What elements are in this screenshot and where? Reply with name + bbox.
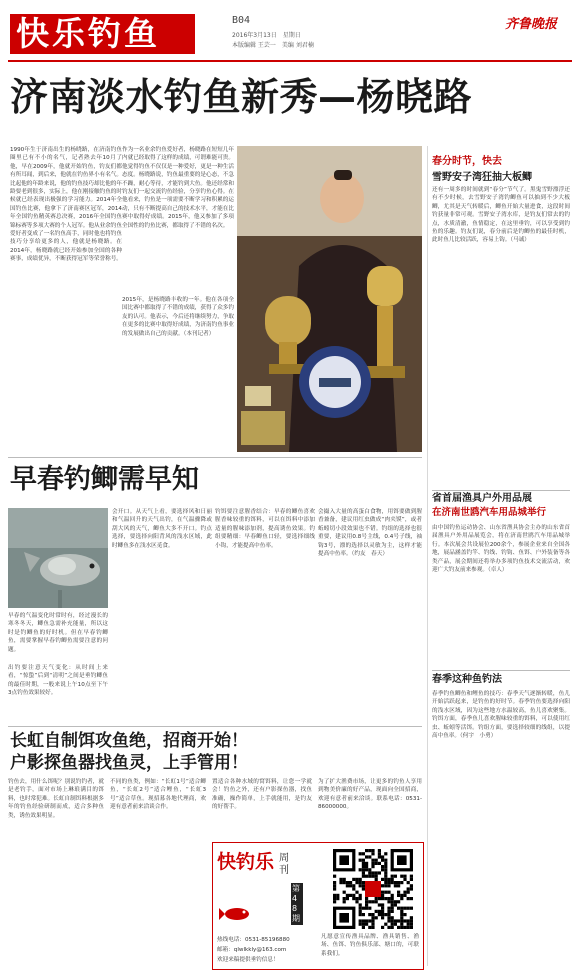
date-line: 2016年3月13日 星期日 xyxy=(232,32,301,39)
qr-module xyxy=(394,881,397,884)
weekly-logo-text: 快钓乐 xyxy=(217,851,275,873)
promo-box xyxy=(212,842,424,970)
qr-module xyxy=(387,913,390,916)
sidebar-headline-1: 雪野安子湾狂抽大板鲫 xyxy=(432,172,532,183)
third-article-col2: 不同的鱼类，例如：“长虹1号”适合鲫鱼，“长虹2号”适合鲤鱼，“长虹3号”适合草鱼。现招募各地代理商，欢迎有意者前来洽谈合作。 xyxy=(110,779,206,811)
sidebar-kicker-1: 春分时节，快去 xyxy=(432,156,502,167)
qr-module xyxy=(387,910,390,913)
qr-module xyxy=(394,923,397,926)
qr-module xyxy=(368,913,371,916)
qr-module xyxy=(349,881,352,884)
qr-module xyxy=(403,891,406,894)
qr-module xyxy=(403,878,406,881)
qr-module xyxy=(394,884,397,887)
qr-module xyxy=(410,907,413,910)
main-article-col2b: 2015年，是杨晓路丰收的一年。他在各项全国比赛中都取得了不错的成绩，获得了众多钓友的认可。他表示，今后还将继续努力，争取在更多的比赛中取得好成绩，为济南钓鱼事业的发展做出自己的贡献。（本刊记者） xyxy=(122,297,234,337)
qr-module xyxy=(407,897,410,900)
qr-module xyxy=(371,862,374,865)
qr-module xyxy=(359,884,362,887)
third-headline-line2: 户影探鱼器找鱼灵，上手管用！ xyxy=(10,753,248,773)
qr-module xyxy=(359,859,362,862)
qr-module xyxy=(384,923,387,926)
qr-module xyxy=(362,923,365,926)
qr-module xyxy=(365,849,368,852)
qr-module xyxy=(391,875,394,878)
sidebar-headline-3: 春季这种鱼钓法 xyxy=(432,674,502,685)
qr-module xyxy=(407,926,410,929)
qr-module xyxy=(391,923,394,926)
qr-module xyxy=(368,907,371,910)
qr-module xyxy=(394,919,397,922)
qr-module xyxy=(400,881,403,884)
qr-module xyxy=(359,897,362,900)
qr-module xyxy=(365,923,368,926)
qr-module xyxy=(391,894,394,897)
qr-module xyxy=(378,913,381,916)
qr-module xyxy=(371,919,374,922)
qr-module xyxy=(387,907,390,910)
qr-module xyxy=(407,919,410,922)
qr-module xyxy=(407,907,410,910)
qr-module xyxy=(352,884,355,887)
qr-module xyxy=(381,884,384,887)
qr-module xyxy=(394,875,397,878)
qr-module xyxy=(362,859,365,862)
qr-module xyxy=(359,903,362,906)
qr-module xyxy=(410,878,413,881)
qr-module xyxy=(397,900,400,903)
main-article-col2: 作为一名业余钓鱼爱好者，杨晓路在短短几年内就已经取得了这样的成绩，可谓难能可贵。他觉得钓鱼不仅仅是一种爱好，更是一种生活态度。杨晓路说，钓鱼最重要的是心态，不急不躁，耐心等待，才能钓到大鱼。他还经常和钓友们一起交流钓鱼经验，分享钓鱼心得。在他看来，钓鱼是一项需要不断学习和积累的运动，只有不断提高自己的技术水平，才能在比赛中取得好成绩。2015年，他又参加了多项全国性的钓鱼比赛，都取得了不错的名次。 xyxy=(122,147,234,229)
qr-module xyxy=(384,862,387,865)
qr-module xyxy=(384,852,387,855)
second-article-col2: 会开口。从天气上看，要选择风和日丽和气温回升的天气出钓，在气温骤降或刮大风的天气，鲫鱼大多不开口。钓点选择，要选择向阳背风的浅水区域，此时鲫鱼多在浅水区觅食。 xyxy=(112,509,212,549)
qr-module xyxy=(384,871,387,874)
qr-module xyxy=(343,878,346,881)
qr-module xyxy=(375,916,378,919)
qr-code-graphic xyxy=(333,849,413,929)
qr-module xyxy=(397,926,400,929)
qr-module xyxy=(381,897,384,900)
qr-module xyxy=(407,881,410,884)
qr-module xyxy=(391,878,394,881)
qr-module xyxy=(336,897,339,900)
qr-module xyxy=(381,916,384,919)
qr-module xyxy=(378,897,381,900)
qr-module xyxy=(387,891,390,894)
qr-module xyxy=(407,887,410,890)
qr-module xyxy=(387,916,390,919)
qr-module xyxy=(362,871,365,874)
qr-module xyxy=(339,878,342,881)
qr-module xyxy=(391,900,394,903)
qr-module xyxy=(381,865,384,868)
qr-module xyxy=(384,884,387,887)
qr-module xyxy=(400,897,403,900)
qr-module xyxy=(375,862,378,865)
qr-module xyxy=(355,897,358,900)
qr-module xyxy=(359,923,362,926)
qr-module xyxy=(384,868,387,871)
qr-module xyxy=(362,865,365,868)
qr-module xyxy=(400,916,403,919)
qr-center-logo xyxy=(365,881,381,897)
qr-module xyxy=(391,919,394,922)
qr-module xyxy=(391,926,394,929)
page-code: B04 xyxy=(232,15,251,26)
qr-module xyxy=(371,871,374,874)
qr-module xyxy=(381,894,384,897)
qr-module xyxy=(368,900,371,903)
qr-module xyxy=(371,923,374,926)
main-headline: 济南淡水钓鱼新秀—杨晓路 xyxy=(10,75,473,119)
qr-module xyxy=(381,878,384,881)
qr-module xyxy=(375,900,378,903)
qr-module xyxy=(381,891,384,894)
qr-module xyxy=(384,865,387,868)
qr-module xyxy=(384,875,387,878)
qr-module xyxy=(359,868,362,871)
qr-module xyxy=(362,913,365,916)
qr-module xyxy=(365,919,368,922)
qr-module xyxy=(403,919,406,922)
qr-module xyxy=(410,919,413,922)
qr-module xyxy=(365,862,368,865)
third-headline-line1: 长虹自制饵攻鱼绝，招商开始！ xyxy=(10,731,248,751)
qr-module xyxy=(362,907,365,910)
qr-module xyxy=(362,881,365,884)
qr-module xyxy=(400,910,403,913)
qr-module xyxy=(368,849,371,852)
sidebar-rule-2 xyxy=(432,670,570,671)
qr-module xyxy=(397,881,400,884)
qr-module xyxy=(378,849,381,852)
qr-module xyxy=(352,878,355,881)
qr-module xyxy=(368,919,371,922)
qr-module xyxy=(397,891,400,894)
qr-module xyxy=(359,913,362,916)
qr-module xyxy=(355,891,358,894)
sidebar-headline-2a: 省首届渔具户外用品展 xyxy=(432,493,532,504)
qr-module xyxy=(381,859,384,862)
qr-module xyxy=(384,913,387,916)
qr-module xyxy=(387,926,390,929)
qr-module xyxy=(362,875,365,878)
qr-module xyxy=(391,881,394,884)
second-article-col1b: 出钓要注意天气变化：从时间上来看，“惊蛰”后到“清明”之间是垂钓鲫鱼的最佳时期，一般来说上午10点至下午3点钓鱼效果较好。 xyxy=(8,665,108,697)
sidebar-rule-1 xyxy=(432,490,570,491)
qr-finder-pattern xyxy=(339,913,349,923)
qr-module xyxy=(352,887,355,890)
qr-module xyxy=(349,894,352,897)
qr-module xyxy=(371,865,374,868)
qr-module xyxy=(384,859,387,862)
qr-finder-pattern xyxy=(339,855,349,865)
qr-module xyxy=(410,916,413,919)
qr-module xyxy=(410,887,413,890)
sidebar-article-2-body: 由中国钓鱼运动协会、山东省渔具协会主办的山东省首届渔具户外用品展览会，将在济南世鸥汽车用品城举行。本次展会共设展位200余个，参展企业来自全国各地，展品涵盖钓竿、钓线、钓钩、鱼饵、户外装备等各类产品，展会期间还将举办多项钓鱼技术交流活动，欢迎广大钓友前来参观。（卓人） xyxy=(432,525,570,574)
qr-module xyxy=(359,919,362,922)
fish-logo-icon xyxy=(219,905,253,923)
qr-module xyxy=(381,926,384,929)
qr-module xyxy=(368,871,371,874)
qr-module xyxy=(343,891,346,894)
weekly-logo xyxy=(217,849,305,931)
qr-module xyxy=(397,907,400,910)
qr-module xyxy=(394,903,397,906)
qr-module xyxy=(391,907,394,910)
qr-module xyxy=(365,900,368,903)
qr-module xyxy=(387,900,390,903)
qr-module xyxy=(365,868,368,871)
qr-module xyxy=(346,894,349,897)
qr-module xyxy=(371,875,374,878)
qr-module xyxy=(343,881,346,884)
qr-module xyxy=(333,884,336,887)
qr-module xyxy=(359,907,362,910)
qr-module xyxy=(375,897,378,900)
angler-trophy-illustration xyxy=(237,146,422,452)
qr-module xyxy=(381,903,384,906)
qr-module xyxy=(336,894,339,897)
third-article-rule xyxy=(8,726,422,727)
qr-module xyxy=(371,926,374,929)
third-article-col3: 置适合各种水域的窝饵料，让您一学就会！钓鱼之外，还有户影探鱼器，找鱼准确，操作简单，上手就能用，是钓友的好帮手。 xyxy=(212,779,312,811)
qr-module xyxy=(359,852,362,855)
sidebar-article-3-body: 春季钓鱼鲫鱼和鲤鱼的技巧：春季天气逐渐转暖，鱼儿开始活跃起来，是钓鱼的好时节。春季钓鱼要选择向阳的浅水区域，因为这些地方水温较高，鱼儿喜欢聚集。钓饵方面，春季鱼儿喜欢腥味较重的饵料，可以使用红虫、蚯蚓等活饵。钓组方面，要选择较细的线组，以提高中鱼率。（何宇 小勇） xyxy=(432,691,570,740)
qr-module xyxy=(378,910,381,913)
qr-module xyxy=(365,875,368,878)
qr-module xyxy=(333,881,336,884)
qr-module xyxy=(410,884,413,887)
qr-module xyxy=(355,878,358,881)
qr-module xyxy=(410,926,413,929)
qr-module xyxy=(378,903,381,906)
qr-module xyxy=(384,881,387,884)
qr-module xyxy=(397,884,400,887)
fish-icon xyxy=(219,905,253,923)
qr-module xyxy=(365,907,368,910)
qr-module xyxy=(352,894,355,897)
qr-module xyxy=(400,923,403,926)
qr-module xyxy=(371,916,374,919)
main-article-col1: 1990年生于济南出生的杨晓路，在济南钓鱼圈里已有不小的名气，记者熟去年10月了他，早在2009年，他就开始钓鱼，钓友们都有所耳闻，到后来，他就在钓鱼界小有名气。比起他的年龄来说，他的钓鱼技巧却比他的年龄要老到很多，实际上，他在刚接触钓鱼的时候就已经表现出极强的学习能力。2014年全国钓鱼比赛，他拿下了济南赛区冠军，2014年全国钓鱼精英赛总决赛，2016年全国钓鱼锦标赛等多项大赛的个人冠军。他从业余钓鱼爱好者变成了一名钓鱼高手，同时他也将钓鱼技巧分享给更多的人，他就是杨晓路。在2014年，杨晓路就已经开始参加全国的各种赛事，成绩优异，不断获得冠军等荣誉称号。 xyxy=(10,147,122,263)
qr-module xyxy=(384,897,387,900)
qr-module xyxy=(410,897,413,900)
qr-finder-pattern xyxy=(397,855,407,865)
qr-module xyxy=(375,878,378,881)
qr-module xyxy=(403,907,406,910)
qr-module xyxy=(346,881,349,884)
qr-module xyxy=(365,897,368,900)
qr-module xyxy=(371,900,374,903)
qr-module xyxy=(410,875,413,878)
qr-module xyxy=(359,878,362,881)
angler-trophy-photo xyxy=(237,146,422,452)
qr-module xyxy=(403,913,406,916)
qr-caption: 凡愿意宣传渔具品牌、渔具销售、渔场、鱼饵、钓鱼俱乐部、塘口的，可联系我们。 xyxy=(321,934,419,957)
qr-module xyxy=(403,875,406,878)
second-article-col4: 会撮入大量的高蛋白食物，用饵要做到腥香兼备，建议用红虫做成“肉夹馍”，或者蚯蚓切小段效果也不错。钓组的选择也很重要，建议用0.8号主线，0.4号子线，袖钩3号，漂的选择以灵敏为主，这样才能提高中鱼率。（约友 春天） xyxy=(318,509,422,558)
qr-module xyxy=(387,919,390,922)
sidebar-article-1-body: 还有一周多的时间就到“春分”节气了。黑鬼雪野漂浮还有不少时候，去雪野安子湾钓鲫鱼可以抽到不少大板鲫，尤其是天气转暖后，鲫鱼开始大量进食，这段时间钓获量非常可观。雪野安子湾水库，是钓友们常去的钓点，水质清澈，鱼情稳定，在这里垂钓，可以享受到钓鱼的乐趣。钓友们说，春分前后是钓鲫鱼的最佳时机，此时鱼儿比较活跃，容易上钩。（马诚） xyxy=(432,187,570,244)
qr-module xyxy=(362,868,365,871)
qr-module xyxy=(333,894,336,897)
qr-module xyxy=(355,881,358,884)
qr-module xyxy=(384,878,387,881)
qr-code[interactable] xyxy=(333,849,413,929)
qr-module xyxy=(381,855,384,858)
qr-module xyxy=(333,887,336,890)
qr-module xyxy=(400,907,403,910)
qr-module xyxy=(397,919,400,922)
qr-module xyxy=(384,891,387,894)
qr-module xyxy=(407,923,410,926)
qr-module xyxy=(387,881,390,884)
qr-module xyxy=(333,875,336,878)
qr-module xyxy=(362,887,365,890)
second-headline: 早春钓鲫需早知 xyxy=(10,464,199,495)
qr-module xyxy=(391,910,394,913)
qr-module xyxy=(362,862,365,865)
qr-module xyxy=(378,855,381,858)
qr-module xyxy=(346,884,349,887)
qr-module xyxy=(362,884,365,887)
second-article-col1: 早春的气温变化时常时有，经过漫长的寒冬冬天，鲫鱼急需补充能量，所以这时是钓鲫鱼的好时机。但在早春钓鲫鱼，需要掌握早春钓鲫鱼需要注意的问题。 xyxy=(8,613,108,653)
editors-line: 本版编辑 王芸一 美编 刘君楠 xyxy=(232,42,314,49)
second-article-rule xyxy=(8,457,422,458)
newspaper-logo: 齐鲁晚报 xyxy=(505,17,558,32)
qr-module xyxy=(375,875,378,878)
qr-module xyxy=(387,897,390,900)
qr-module xyxy=(381,868,384,871)
qr-module xyxy=(400,875,403,878)
qr-module xyxy=(368,926,371,929)
qr-module xyxy=(403,926,406,929)
qr-module xyxy=(378,852,381,855)
qr-module xyxy=(394,900,397,903)
qr-module xyxy=(375,910,378,913)
qr-module xyxy=(365,903,368,906)
qr-module xyxy=(371,852,374,855)
qr-module xyxy=(343,900,346,903)
qr-module xyxy=(378,871,381,874)
qr-module xyxy=(333,897,336,900)
qr-module xyxy=(375,859,378,862)
qr-module xyxy=(387,878,390,881)
third-article-col4: 为了扩大渔费市场，让更多的钓鱼人享用到物美价廉的好产品，现面向全国招商，欢迎有意者前来洽谈。联系电话：0531-86000000。 xyxy=(318,779,422,811)
qr-module xyxy=(359,894,362,897)
qr-module xyxy=(333,900,336,903)
qr-module xyxy=(365,865,368,868)
qr-module xyxy=(403,894,406,897)
qr-module xyxy=(365,855,368,858)
qr-module xyxy=(359,910,362,913)
qr-module xyxy=(368,875,371,878)
qr-module xyxy=(362,919,365,922)
section-title-text: 快乐钓鱼 xyxy=(16,14,160,53)
crucian-carp-illustration xyxy=(8,508,108,608)
qr-module xyxy=(352,897,355,900)
qr-module xyxy=(375,871,378,874)
qr-module xyxy=(400,913,403,916)
qr-module xyxy=(362,852,365,855)
qr-module xyxy=(349,884,352,887)
sidebar-divider xyxy=(427,146,428,966)
qr-module xyxy=(381,913,384,916)
contact-email: 邮箱：qlwlkkly@163.com xyxy=(217,947,287,953)
qr-module xyxy=(346,897,349,900)
qr-module xyxy=(368,855,371,858)
qr-module xyxy=(381,910,384,913)
fish-photo xyxy=(8,508,108,608)
qr-module xyxy=(391,897,394,900)
third-article-col1: 钓鱼去，用什么饵呢？别说钓钓者，就是老钓手，面对市场上琳琅满目的饵料，也时常犯难。长虹自制饵料根据多年的钓鱼经验研制而成，适合多种鱼类，诱鱼效果明显。 xyxy=(8,779,104,819)
qr-module xyxy=(397,894,400,897)
contact-phone: 热线电话：0531-85196880 xyxy=(217,937,290,943)
qr-module xyxy=(391,916,394,919)
issue-label: 第48期 xyxy=(291,883,303,925)
weekly-label: 周刊 xyxy=(279,853,289,876)
qr-module xyxy=(371,913,374,916)
qr-module xyxy=(407,891,410,894)
qr-module xyxy=(400,894,403,897)
qr-module xyxy=(359,881,362,884)
sidebar-headline-2b: 在济南世鸥汽车用品城举行 xyxy=(432,507,547,518)
qr-module xyxy=(362,926,365,929)
second-article-col3: 钓饵要注意腥香结合：早春的鲫鱼喜欢腥香味较重的饵料，可以在饵料中添加适量的腥味添加剂，提高诱鱼效果。钓组要精细：早春鲫鱼口轻，要选择细线小钩，才能提高中鱼率。 xyxy=(215,509,315,549)
qr-module xyxy=(391,903,394,906)
qr-module xyxy=(387,884,390,887)
qr-module xyxy=(371,849,374,852)
qr-module xyxy=(371,859,374,862)
contact-slogan: 欢迎来稿提供垂钓信息！ xyxy=(217,957,279,963)
qr-module xyxy=(410,923,413,926)
qr-module xyxy=(378,862,381,865)
qr-module xyxy=(355,900,358,903)
header-rule xyxy=(8,60,572,62)
qr-module xyxy=(381,907,384,910)
qr-module xyxy=(400,926,403,929)
qr-module xyxy=(339,881,342,884)
qr-module xyxy=(368,868,371,871)
qr-module xyxy=(400,919,403,922)
qr-module xyxy=(343,897,346,900)
